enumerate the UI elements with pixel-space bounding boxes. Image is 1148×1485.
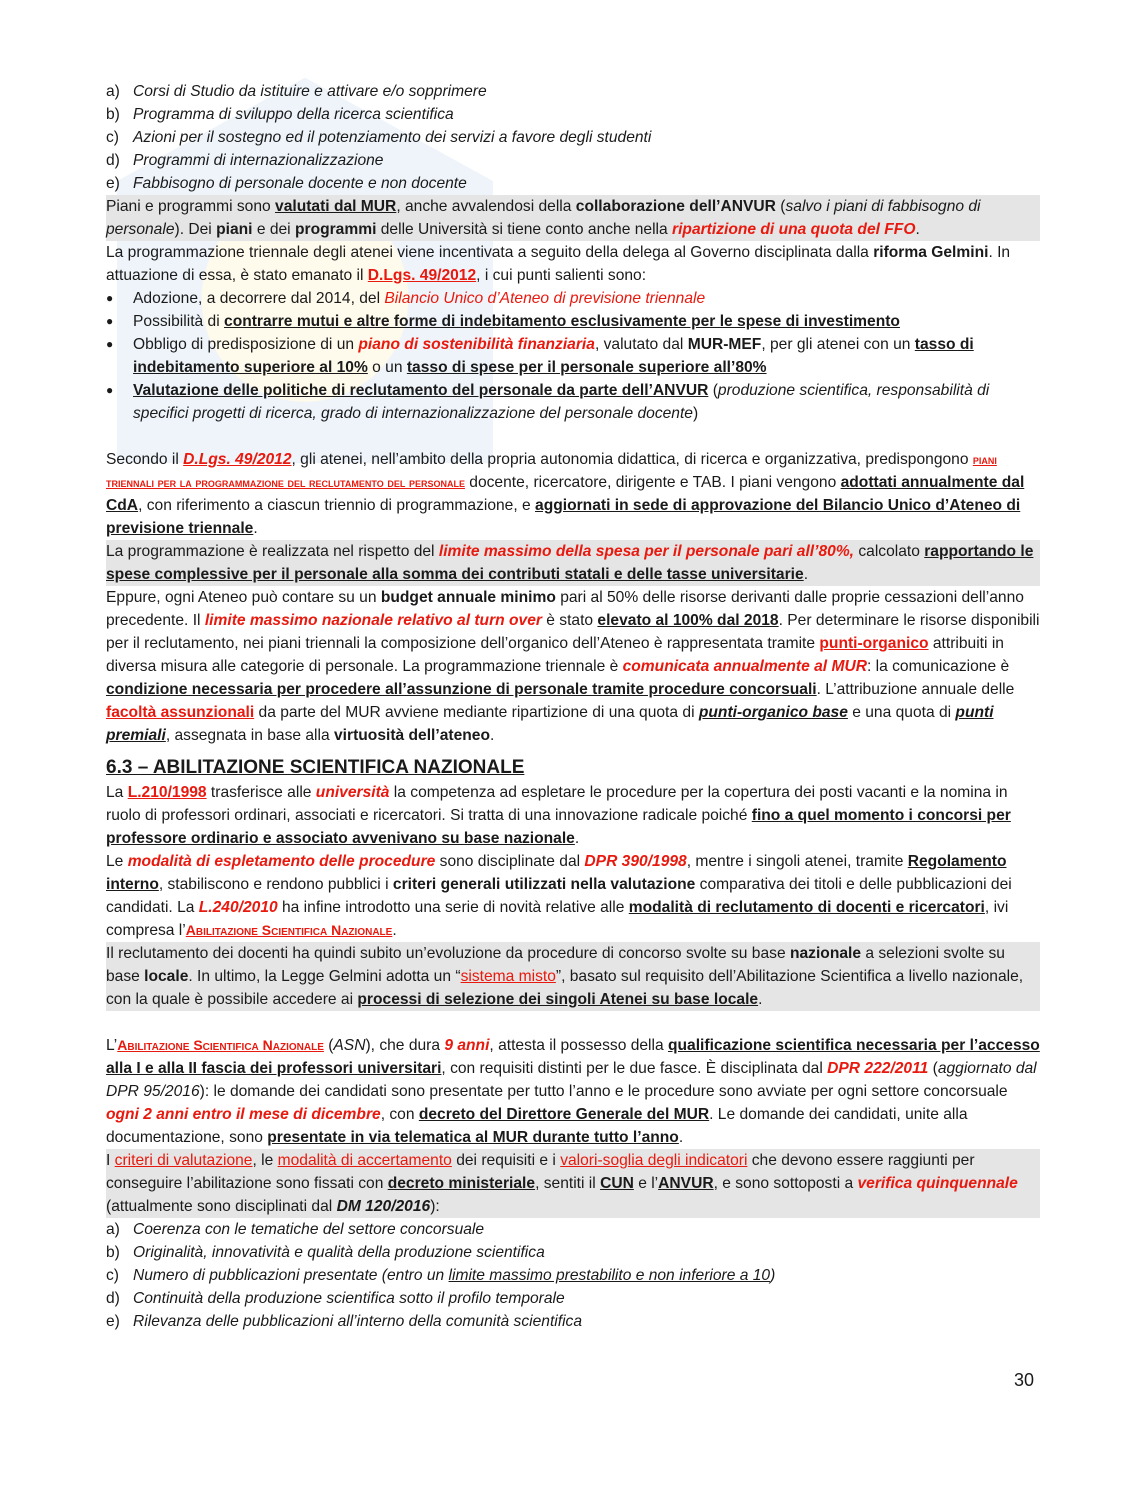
- page-number: 30: [1014, 1370, 1035, 1390]
- list-item: ● Possibilità di contrarre mutui e altre forme di indebitamento esclusivamente per le spese di investimento: [106, 313, 900, 330]
- list-item: d) Continuità della produzione scientifica sotto il profilo temporale: [106, 1290, 565, 1307]
- programming-list: [106, 80, 1040, 195]
- paragraph-budget: Eppure, ogni Ateneo può contare su un budget annuale minimo pari al 50% delle risorse derivanti dalle proprie cessazioni dell’anno precedente. Il limite massimo nazionale relativo al turn over è stato elevato al 100% dal 2018. Per determinare le risorse disponibili per il reclutamento, nei piani triennali la composizione dell’organico dell’Ateneo è rappresentata tramite punti-organico attribuiti in diversa misura alle categorie di personale. La programmazione triennale è comunicata annualmente al MUR: la comunicazione è condizione necessaria per procedere all’assunzione di personale tramite procedure concorsuali. L’attribuzione annuale delle facoltà assunzionali da parte del MUR avviene mediante ripartizione di una quota di punti-organico base e una quota di punti premiali, assegnata in base alla virtuosità dell’ateneo.: [106, 589, 1040, 744]
- list-item: a) Coerenza con le tematiche del settore concorsuale: [106, 1221, 485, 1238]
- list-item: b) Programma di sviluppo della ricerca scientifica: [106, 106, 454, 123]
- paragraph-procedures: Le modalità di espletamento delle procedure sono disciplinate dal DPR 390/1998, mentre i singoli atenei, tramite Regolamento interno, stabiliscono e rendono pubblici i criteri generali utilizzati nella valutazione comparativa dei titoli e delle pubblicazioni dei candidati. La L.240/2010 ha infine introdotto una serie di novità relative alle modalità di reclutamento di docenti e ricercatori, ivi compresa l’Abilitazione Scientifica Nazionale.: [106, 853, 1012, 939]
- paragraph-asn: L’Abilitazione Scientifica Nazionale (ASN), che dura 9 anni, attesta il possesso della qualificazione scientifica necessaria per l’accesso alla I e alla II fascia dei professori universitari, con requisiti distinti per le due fasce. È disciplinata dal DPR 222/2011 (aggiornato dal DPR 95/2016): le domande dei candidati sono presentate per tutto l’anno e le procedure sono avviate per ogni settore concorsuale ogni 2 anni entro il mese di dicembre, con decreto del Direttore Generale del MUR. Le domande dei candidati, unite alla documentazione, sono presentate in via telematica al MUR durante tutto l’anno.: [106, 1037, 1040, 1146]
- list-item: d) Programmi di internazionalizzazione: [106, 152, 384, 169]
- dlgs-bullet-list: [106, 287, 1040, 425]
- document-page: [106, 80, 1040, 1333]
- list-item: e) Rilevanza delle pubblicazioni all’interno della comunità scientifica: [106, 1313, 583, 1330]
- list-item: c) Numero di pubblicazioni presentate (entro un limite massimo prestabilito e non inferiore a 10): [106, 1267, 776, 1284]
- paragraph-gelmini: La programmazione triennale degli atenei viene incentivata a seguito della delega al Governo disciplinata dalla riforma Gelmini. In attuazione di essa, è stato emanato il D.Lgs. 49/2012, i cui punti salienti sono:: [106, 244, 1011, 284]
- list-item: ● Valutazione delle politiche di reclutamento del personale da parte dell’ANVUR (produzione scientifica, responsabilità di specifici progetti di ricerca, grado di internazionalizzazione del personale docente): [106, 382, 990, 422]
- paragraph-law-210: La L.210/1998 trasferisce alle università la competenza ad espletare le procedure per la copertura dei posti vacanti e la nomina in ruolo di professori ordinari, associati e ricercatori. Si tratta di una innovazione radicale poiché fino a quel momento i concorsi per professore ordinario e associato avvenivano su base nazionale.: [106, 784, 1011, 847]
- paragraph-triennial-plans: Secondo il D.Lgs. 49/2012, gli atenei, nell’ambito della propria autonomia didattica, di ricerca e organizzativa, predispongono piani triennali per la programmazione del reclutamento del personale docente, ricercatore, dirigente e TAB. I piani vengono adottati annualmente dal CdA, con riferimento a ciascun triennio di programmazione, e aggiornati in sede di approvazione del Bilancio Unico d’Ateneo di previsione triennale.: [106, 451, 1025, 537]
- list-item: a) Corsi di Studio da istituire e attivare e/o sopprimere: [106, 83, 487, 100]
- section-heading: 6.3 – ABILITAZIONE SCIENTIFICA NAZIONALE: [106, 757, 525, 778]
- criteria-list: [106, 1218, 1040, 1333]
- list-item: ● Obbligo di predisposizione di un piano di sostenibilità finanziaria, valutato dal MUR-MEF, per gli atenei con un tasso di indebitamento superiore al 10% o un tasso di spese per il personale superiore all’80%: [106, 336, 974, 376]
- paragraph-evolution: Il reclutamento dei docenti ha quindi subito un’evoluzione da procedure di concorso svolte su base nazionale a selezioni svolte su base locale. In ultimo, la Legge Gelmini adotta un “sistema misto”, basato sul requisito dell’Abilitazione Scientifica a livello nazionale, con la quale è possibile accedere ai processi di selezione dei singoli Atenei su base locale.: [106, 942, 1040, 1011]
- list-item: c) Azioni per il sostegno ed il potenziamento dei servizi a favore degli studenti: [106, 129, 652, 146]
- paragraph-evaluation: Piani e programmi sono valutati dal MUR, anche avvalendosi della collaborazione dell’ANVUR (salvo i piani di fabbisogno di personale). Dei piani e dei programmi delle Università si tiene conto anche nella ripartizione di una quota del FFO.: [106, 195, 1040, 241]
- list-item: e) Fabbisogno di personale docente e non docente: [106, 175, 467, 192]
- paragraph-criteria: I criteri di valutazione, le modalità di accertamento dei requisiti e i valori-soglia degli indicatori che devono essere raggiunti per conseguire l’abilitazione sono fissati con decreto ministeriale, sentiti il CUN e l’ANVUR, e sono sottoposti a verifica quinquennale (attualmente sono disciplinati dal DM 120/2016):: [106, 1149, 1040, 1218]
- list-item: b) Originalità, innovatività e qualità della produzione scientifica: [106, 1244, 545, 1261]
- list-item: ● Adozione, a decorrere dal 2014, del Bilancio Unico d’Ateneo di previsione triennale: [106, 290, 706, 307]
- paragraph-spending-limit: La programmazione è realizzata nel rispetto del limite massimo della spesa per il personale pari all’80%, calcolato rapportando le spese complessive per il personale alla somma dei contributi statali e delle tasse universitarie.: [106, 540, 1040, 586]
